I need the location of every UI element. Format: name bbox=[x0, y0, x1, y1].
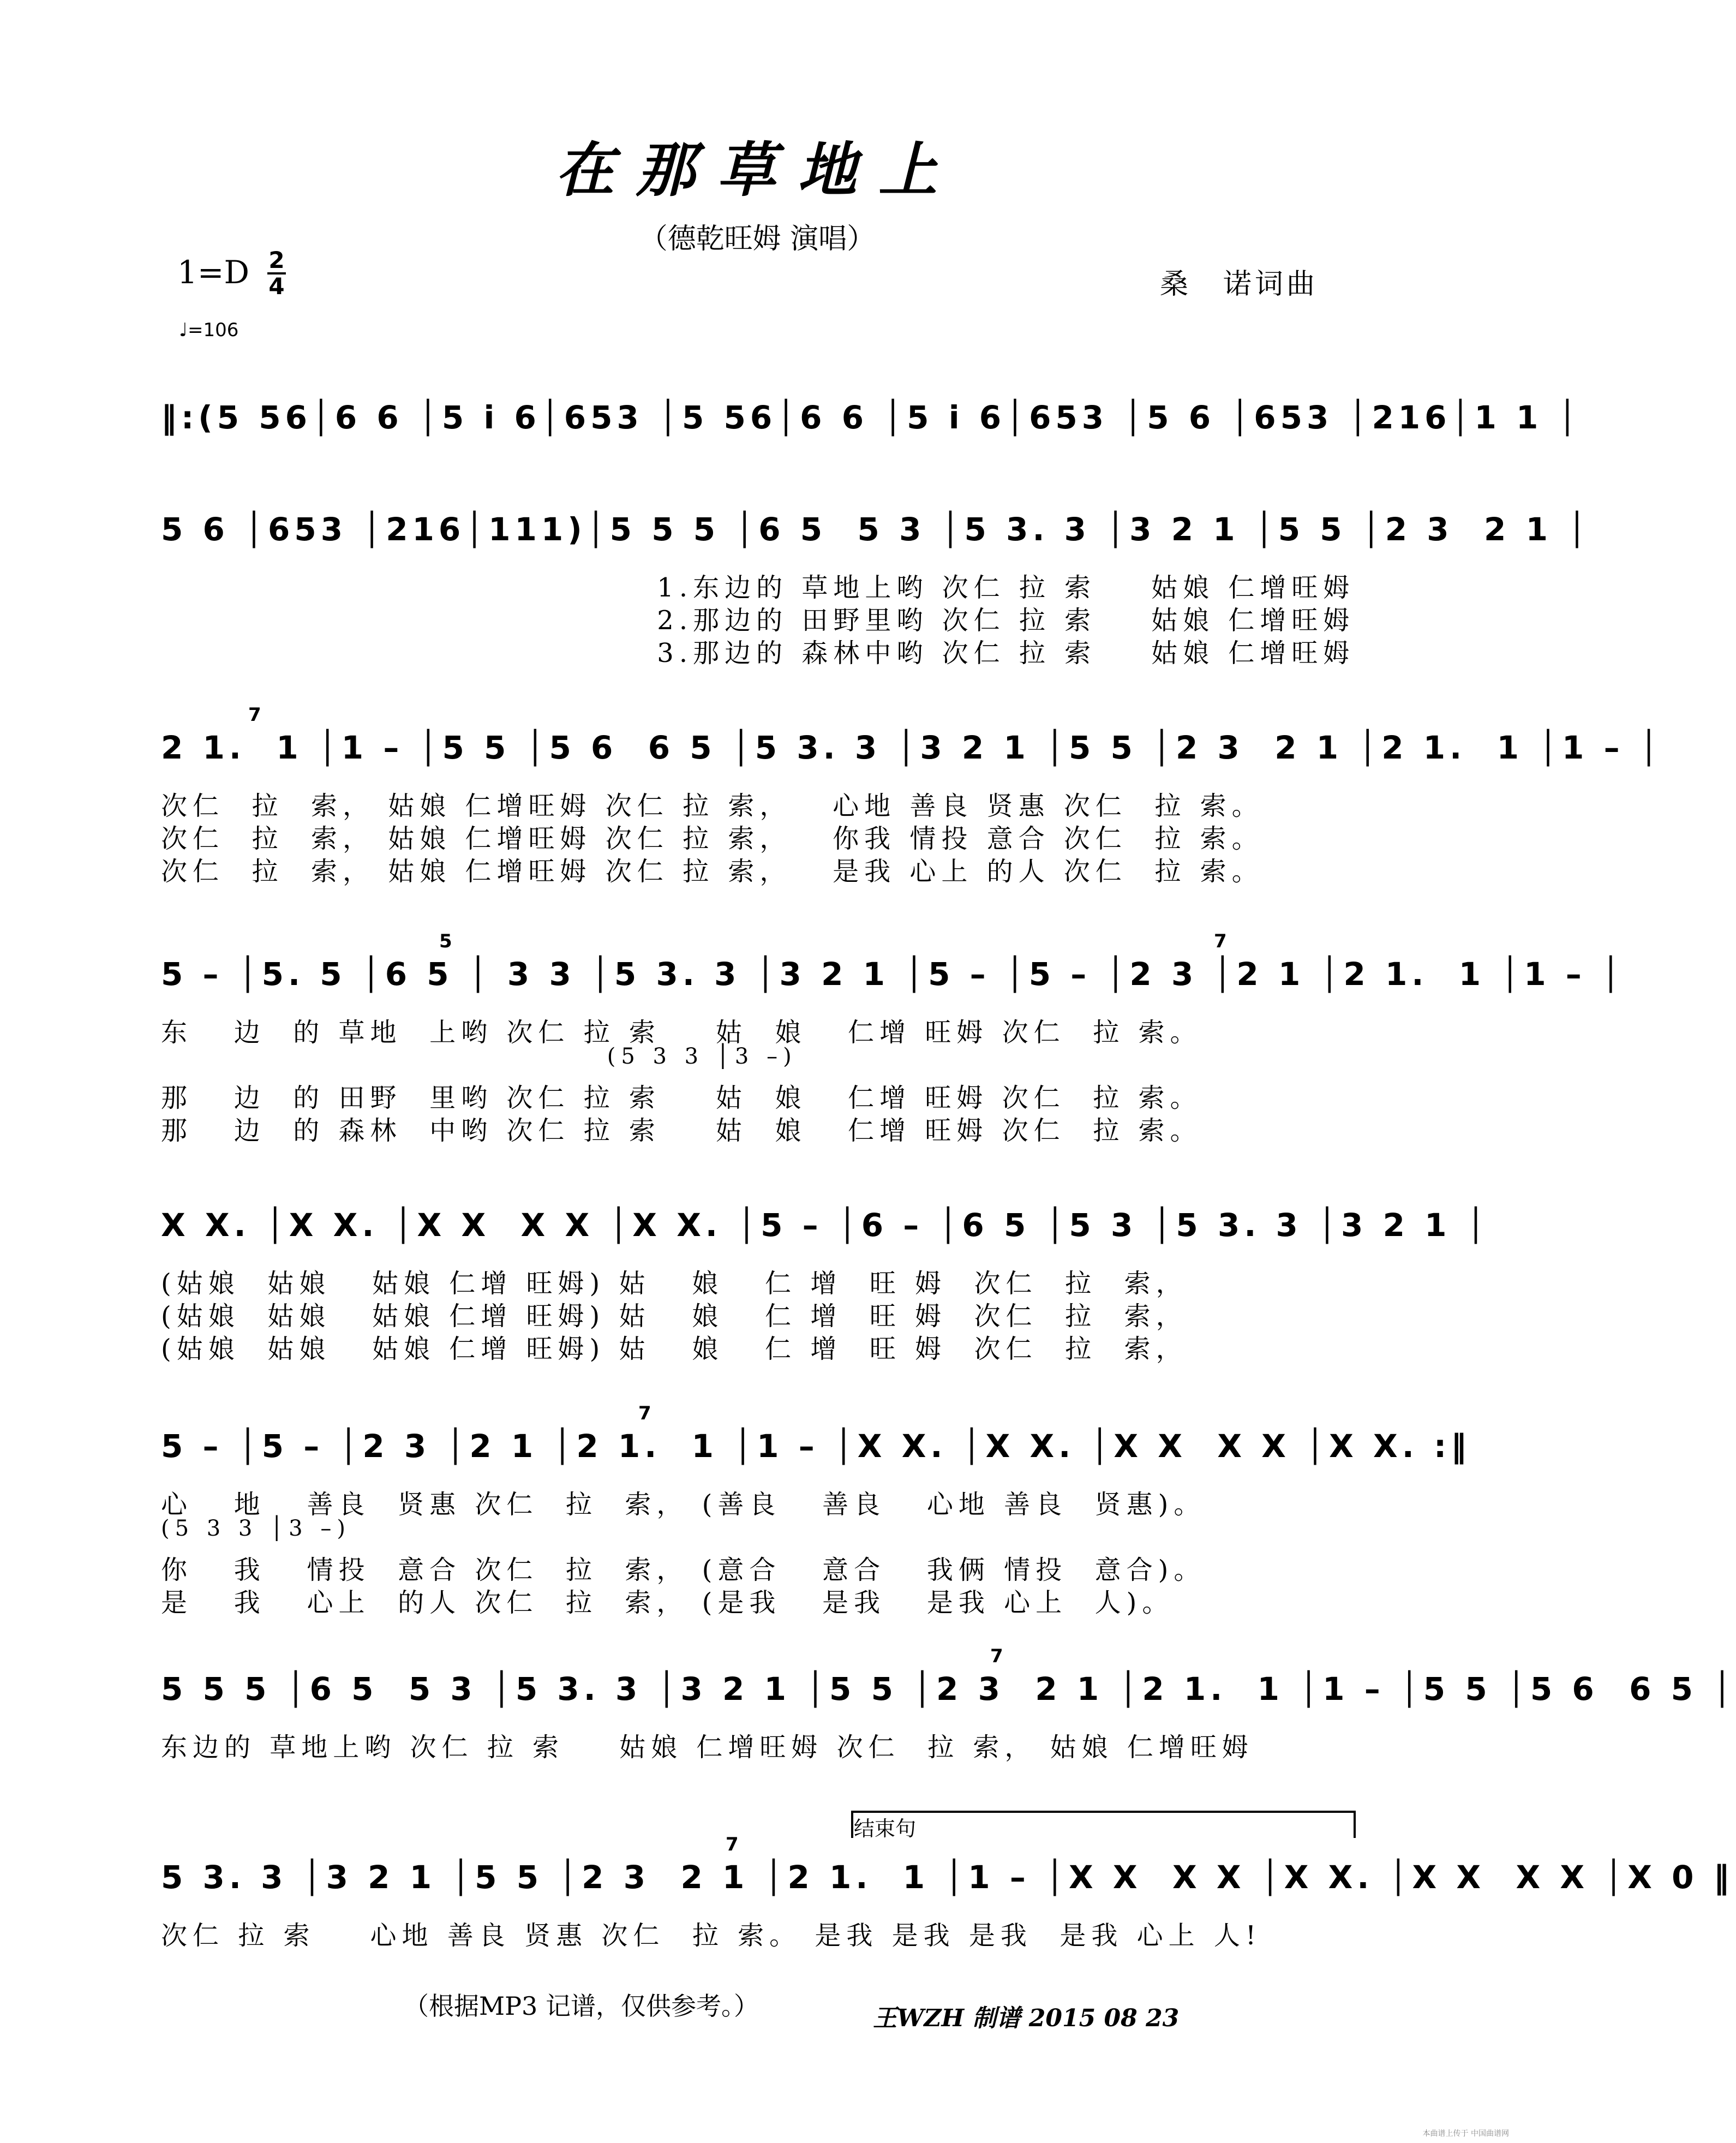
lyric-verse-2: (姑娘 姑娘 姑娘 仁增 旺姆) 姑 娘 仁 增 旺 姆 次仁 拉 索， bbox=[161, 1301, 1188, 1332]
notation-line: 2 1. 1 │1 – │5 5 │5 6 6 5 │5 3. 3 │3 2 1 │5 5 │2 3 2 1 │2 1. 1 │1 – │ bbox=[161, 729, 1663, 766]
lyric-verse-1: 东 边 的 草地 上哟 次仁 拉 索 姑 娘 仁增 旺姆 次仁 拉 索。 bbox=[161, 1017, 1202, 1048]
grace-note: 7 bbox=[726, 1834, 739, 1855]
lyric-verse-2: 次仁 拉 索， 姑娘 仁增旺姆 次仁 拉 索， 你我 情投 意合 次仁 拉 索。 bbox=[161, 823, 1264, 854]
lyric-verse-2: 你 我 情投 意合 次仁 拉 索， (意合 意合 我俩 情投 意合)。 bbox=[161, 1555, 1206, 1585]
transcription-note: （根据MP3 记谱，仅供参考。） bbox=[404, 1991, 759, 2021]
grace-note: 5 bbox=[439, 930, 452, 952]
notation-line: X X. │X X. │X X X X │X X. │5 – │6 – │6 5 │5 3 │5 3. 3 │3 2 1 │ bbox=[161, 1207, 1490, 1244]
tempo-marking: ♩=106 bbox=[179, 319, 239, 341]
notation-line: 5 6 │653 │216│111)│5 5 5 │6 5 5 3 │5 3. 3 │3 2 1 │5 5 │2 3 2 1 │ bbox=[161, 511, 1591, 548]
lyric-verse-2: 那 边 的 田野 里哟 次仁 拉 索 姑 娘 仁增 旺姆 次仁 拉 索。 bbox=[161, 1083, 1202, 1113]
lyric-verse-3: 那 边 的 森林 中哟 次仁 拉 索 姑 娘 仁增 旺姆 次仁 拉 索。 bbox=[161, 1115, 1202, 1146]
notation-line: 5 3. 3 │3 2 1 │5 5 │2 3 2 1 │2 1. 1 │1 – │X X X X │X X. │X X X X │X 0 ‖ bbox=[161, 1859, 1734, 1896]
grace-note: 7 bbox=[990, 1645, 1003, 1667]
notation-line: 5 5 5 │6 5 5 3 │5 3. 3 │3 2 1 │5 5 │2 3 2 1 │2 1. 1 │1 – │5 5 │5 6 6 5 │ bbox=[161, 1670, 1736, 1708]
ending-label: 结束句 bbox=[854, 1817, 917, 1841]
lyric-variant: (5 3 3 │3 –) bbox=[161, 1044, 797, 1069]
key-signature: 1=D bbox=[177, 254, 250, 291]
lyric-verse-1: 1.东边的 草地上哟 次仁 拉 索 姑娘 仁增旺姆 bbox=[161, 572, 1355, 603]
notation-line: ‖:(5 56│6 6 │5 i 6│653 │5 56│6 6 │5 i 6│653 │5 6 │653 │216│1 1 │ bbox=[161, 399, 1582, 436]
lyric-verse-2: 2.那边的 田野里哟 次仁 拉 索 姑娘 仁增旺姆 bbox=[161, 605, 1355, 636]
notation-line: 5 – │5 – │2 3 │2 1 │2 1. 1 │1 – │X X. │X X. │X X X X │X X. :‖ bbox=[161, 1428, 1471, 1465]
site-watermark: 本曲谱上传于 中国曲谱网 bbox=[1422, 2129, 1509, 2138]
lyric-line: 次仁 拉 索 心地 善良 贤惠 次仁 拉 索。 是我 是我 是我 是我 心上 人! bbox=[161, 1920, 1262, 1951]
song-title: 在那草地上 bbox=[555, 136, 959, 205]
lyric-verse-1: (姑娘 姑娘 姑娘 仁增 旺姆) 姑 娘 仁 增 旺 姆 次仁 拉 索， bbox=[161, 1268, 1188, 1299]
lyric-verse-3: 是 我 心上 的人 次仁 拉 索， (是我 是我 是我 心上 人)。 bbox=[161, 1587, 1174, 1618]
maker-credit: 王WZH 制谱 2015 08 23 bbox=[873, 2004, 1180, 2032]
lyric-verse-1: 次仁 拉 索， 姑娘 仁增旺姆 次仁 拉 索， 心地 善良 贤惠 次仁 拉 索。 bbox=[161, 791, 1264, 821]
lyric-line: 东边的 草地上哟 次仁 拉 索 姑娘 仁增旺姆 次仁 拉 索， 姑娘 仁增旺姆 bbox=[161, 1732, 1254, 1763]
lyric-verse-3: (姑娘 姑娘 姑娘 仁增 旺姆) 姑 娘 仁 增 旺 姆 次仁 拉 索， bbox=[161, 1334, 1188, 1364]
grace-note-2: 7 bbox=[1214, 930, 1227, 952]
ending-bracket-right bbox=[1354, 1811, 1356, 1838]
time-bottom: 4 bbox=[268, 273, 285, 300]
composer-credit: 桑 诺词曲 bbox=[1159, 268, 1318, 301]
lyric-verse-3: 次仁 拉 索， 姑娘 仁增旺姆 次仁 拉 索， 是我 心上 的人 次仁 拉 索。 bbox=[161, 856, 1264, 887]
lyric-variant: (5 3 3 │3 –) bbox=[161, 1516, 351, 1541]
performer-subtitle: （德乾旺姆 演唱） bbox=[639, 223, 876, 255]
grace-note: 7 bbox=[638, 1402, 651, 1424]
time-top: 2 bbox=[268, 247, 285, 273]
ending-bracket-left bbox=[851, 1811, 853, 1838]
time-signature bbox=[267, 248, 286, 299]
grace-note: 7 bbox=[248, 704, 261, 726]
ending-bracket bbox=[851, 1811, 1356, 1813]
lyric-verse-1: 心 地 善良 贤惠 次仁 拉 索， (善良 善良 心地 善良 贤惠)。 bbox=[161, 1489, 1206, 1520]
notation-line: 5 – │5. 5 │6 5 │ 3 3 │5 3. 3 │3 2 1 │5 – │5 – │2 3 │2 1 │2 1. 1 │1 – │ bbox=[161, 956, 1625, 993]
lyric-verse-3: 3.那边的 森林中哟 次仁 拉 索 姑娘 仁增旺姆 bbox=[161, 638, 1355, 668]
